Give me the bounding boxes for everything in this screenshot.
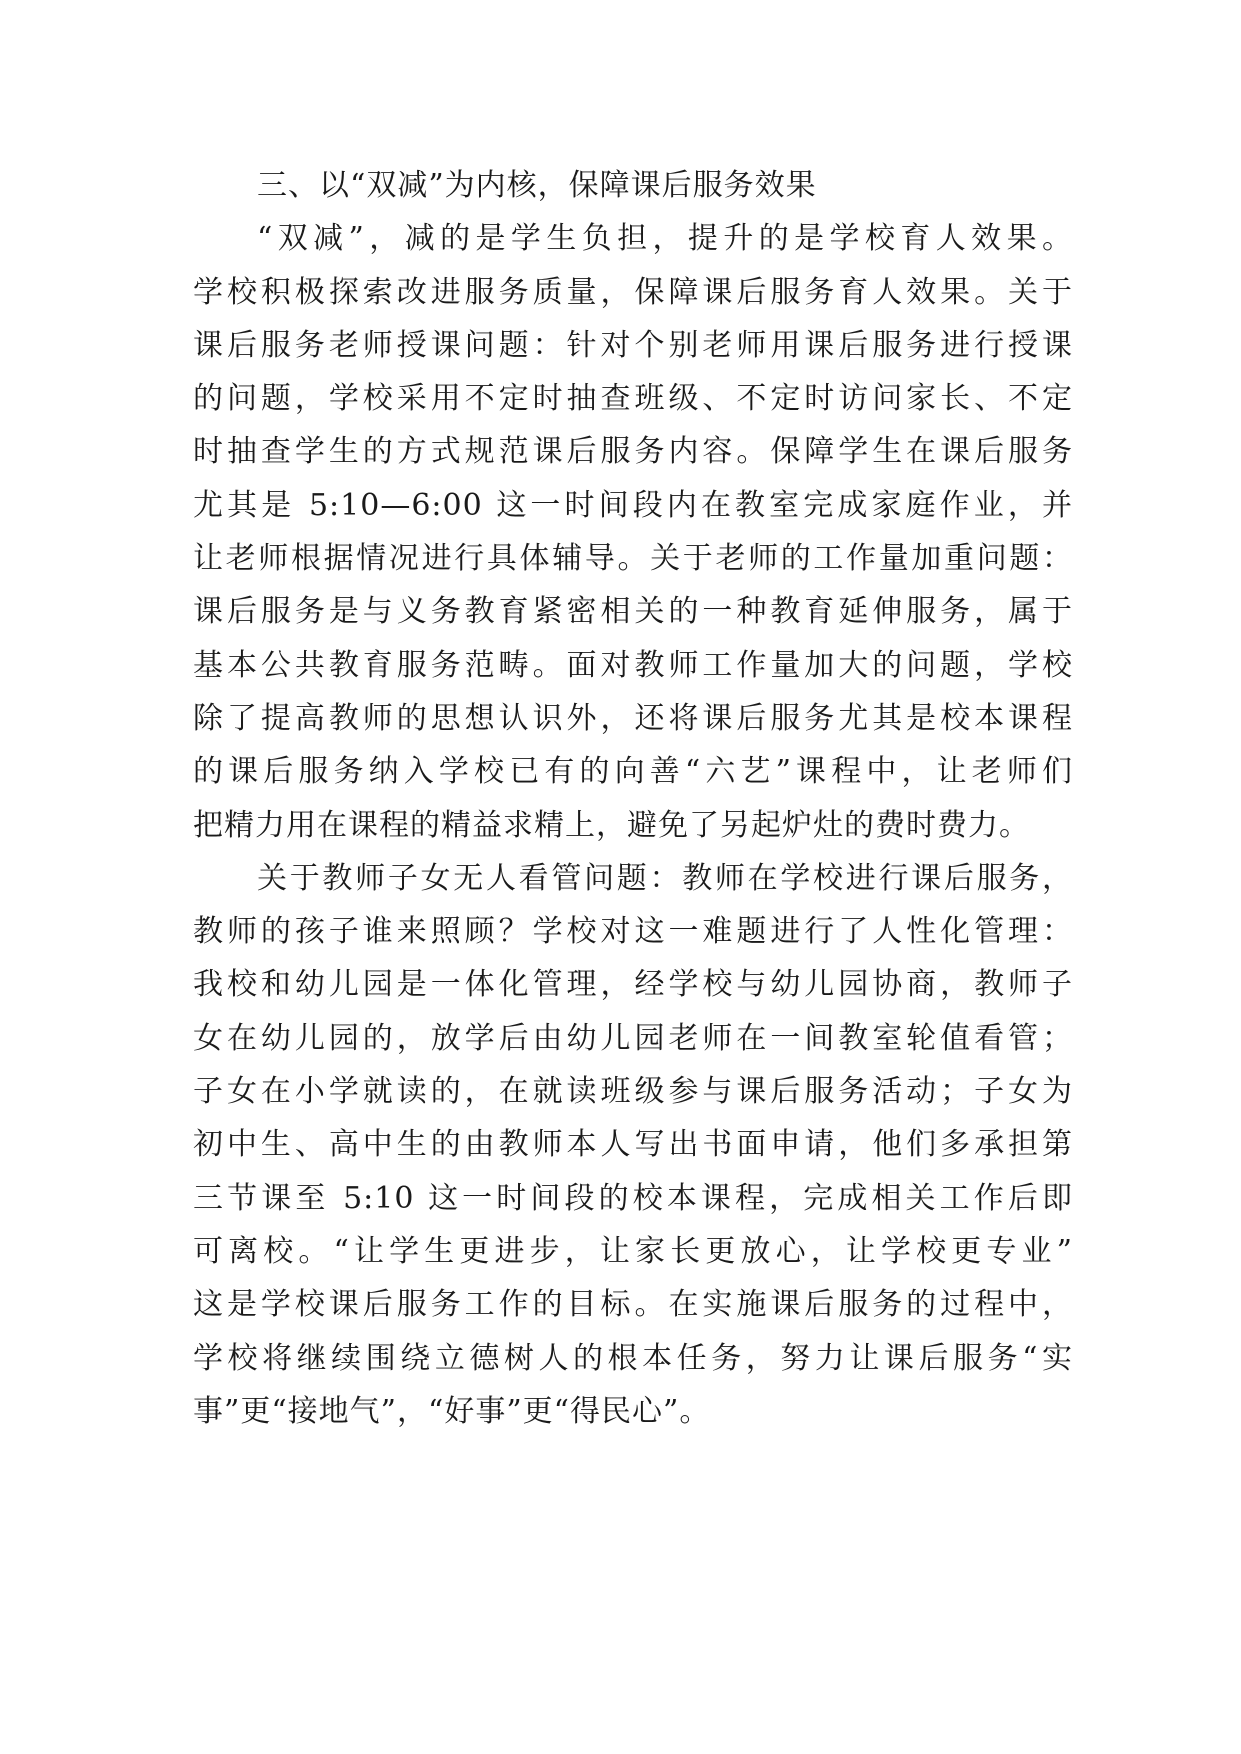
paragraph-line: 这是学校课后服务工作的目标。在实施课后服务的过程中， xyxy=(193,1287,1073,1323)
paragraph-line: 把精力用在课程的精益求精上，避免了另起炉灶的费时费力。 xyxy=(193,807,1030,843)
paragraph-line: 的课后服务纳入学校已有的向善“六艺”课程中，让老师们 xyxy=(193,754,1073,790)
document-body xyxy=(193,159,1073,1438)
paragraph-line: 的问题，学校采用不定时抽查班级、不定时访问家长、不定 xyxy=(193,381,1073,417)
paragraph-line: 尤其是 5:10—6:00 这一时间段内在教室完成家庭作业，并 xyxy=(193,487,1073,523)
paragraph-line: “双减”，减的是学生负担，提升的是学校育人效果。 xyxy=(257,221,1073,257)
paragraph-line: 课后服务是与义务教育紧密相关的一种教育延伸服务，属于 xyxy=(193,594,1073,630)
paragraph-line: 事”更“接地气”，“好事”更“得民心”。 xyxy=(193,1393,711,1429)
paragraph-line: 基本公共教育服务范畴。面对教师工作量加大的问题，学校 xyxy=(193,647,1073,683)
paragraph-line: 让老师根据情况进行具体辅导。关于老师的工作量加重问题： xyxy=(193,541,1073,577)
paragraph-line: 我校和幼儿园是一体化管理，经学校与幼儿园协商，教师子 xyxy=(193,967,1073,1003)
paragraph-line: 学校将继续围绕立德树人的根本任务，努力让课后服务“实 xyxy=(193,1340,1073,1376)
section-heading: 三、以“双减”为内核，保障课后服务效果 xyxy=(257,168,817,203)
paragraph-line: 初中生、高中生的由教师本人写出书面申请，他们多承担第 xyxy=(193,1127,1073,1163)
paragraph-line: 关于教师子女无人看管问题：教师在学校进行课后服务， xyxy=(257,860,1073,896)
paragraph-line: 教师的孩子谁来照顾？学校对这一难题进行了人性化管理： xyxy=(193,914,1073,950)
paragraph-line: 除了提高教师的思想认识外，还将课后服务尤其是校本课程 xyxy=(193,700,1073,736)
paragraph-line: 女在幼儿园的，放学后由幼儿园老师在一间教室轮值看管； xyxy=(193,1020,1073,1056)
paragraph-line: 可离校。“让学生更进步，让家长更放心，让学校更专业” xyxy=(193,1233,1073,1269)
paragraph-line: 三节课至 5:10 这一时间段的校本课程，完成相关工作后即 xyxy=(193,1180,1073,1216)
paragraph-line: 时抽查学生的方式规范课后服务内容。保障学生在课后服务 xyxy=(193,434,1073,470)
paragraph-line: 子女在小学就读的，在就读班级参与课后服务活动；子女为 xyxy=(193,1074,1073,1110)
paragraph-line: 课后服务老师授课问题：针对个别老师用课后服务进行授课 xyxy=(193,327,1073,363)
paragraph-line: 学校积极探索改进服务质量，保障课后服务育人效果。关于 xyxy=(193,274,1073,310)
